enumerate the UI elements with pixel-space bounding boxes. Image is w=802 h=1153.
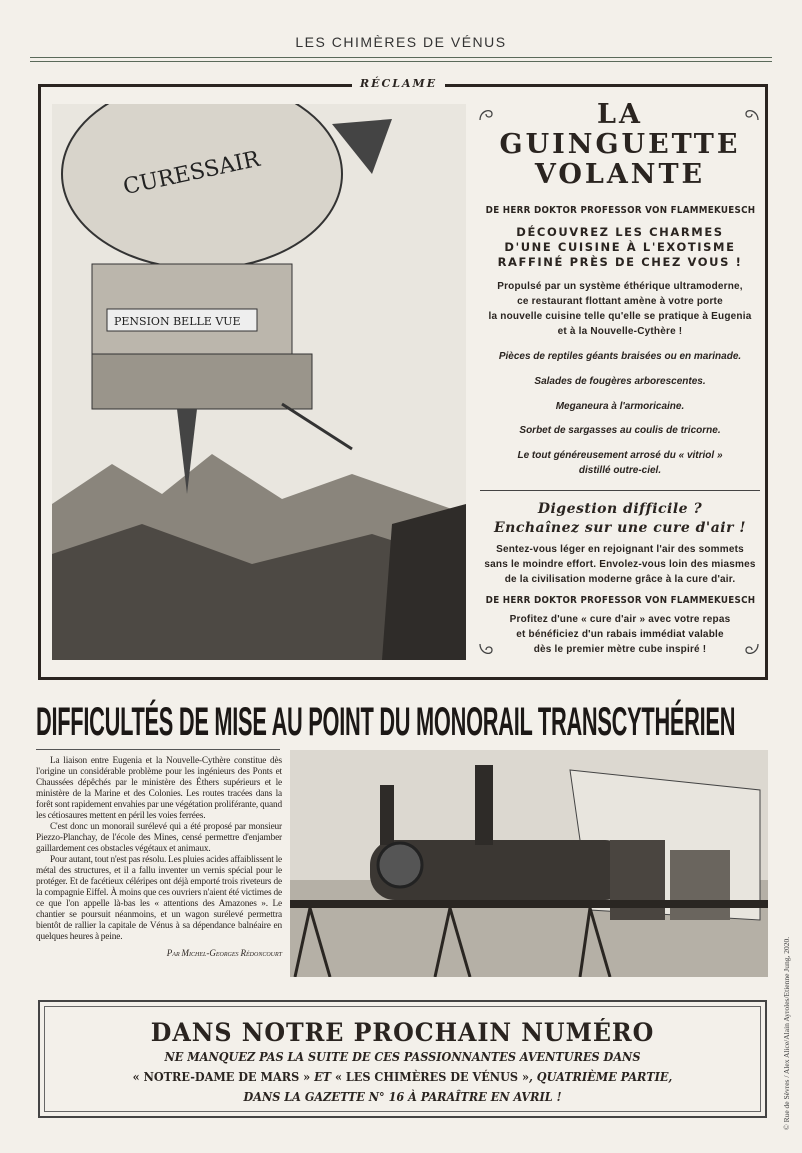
ad-intro (474, 279, 766, 339)
offer-line: et bénéficiez d'un rabais immédiat valable (516, 629, 724, 640)
article-paragraph: La liaison entre Eugenia et la Nouvelle-Cythère constitue dès l'origine un considérable problème pour les ingénieurs des Ponts et Chaussées dépêchés par le ministère des Éthers supérieurs et le ministère de la Marine et des Colonies. Les routes tracées dans la forêt sont rapidement envahies par une végétation proliférante, quand les cétiosaures mettent en péril les voies ferrées. (36, 756, 282, 821)
tagline-line: DÉCOUVREZ LES CHARMES (516, 225, 724, 239)
ad-offer (474, 612, 766, 657)
digestion-body (474, 542, 766, 587)
gondola-lettering: PENSION BELLE VUE (114, 315, 241, 328)
next-issue-line: DANS LA GAZETTE N° 16 À PARAÎTRE EN AVRIL ! (243, 1089, 562, 1104)
monorail-illustration (290, 750, 768, 977)
copyright-credit: © Rue de Sèvres / Alex Alice/Alain Ayroles/Etienne Jung, 2020. (782, 936, 791, 1130)
ad-byline: DE HERR DOKTOR PROFESSOR VON FLAMMEKÜESCH (485, 205, 756, 216)
tagline-line: D'UNE CUISINE À L'EXOTISME (504, 240, 736, 254)
masthead-title: LES CHIMÈRES DE VÉNUS (295, 34, 507, 50)
digestion-line: Digestion difficile ? (537, 501, 703, 517)
ad-title-line: GUINGUETTE (499, 129, 741, 160)
flourish-icon (478, 104, 496, 122)
article-paragraph: C'est donc un monorail surélevé qui a été proposé par monsieur Piezzo-Planchay, de l'école des Mines, censé permettre d'enjamber gaillardement ces obstacles végétaux et animaux. (36, 822, 282, 854)
menu-item: Salades de fougères arborescentes. (534, 376, 706, 387)
digestion-line: Enchaînez sur une cure d'air ! (493, 520, 747, 536)
masthead-rule (30, 57, 772, 58)
flourish-icon (742, 642, 760, 660)
part-label: , QUATRIÈME PARTIE, (528, 1069, 673, 1084)
article-paragraph: Pour autant, tout n'est pas résolu. Les pluies acides affaiblissent le métal des structures, et il a fallu inventer un vernis spécial pour le protéger. Et de facétieux céléripes ont déjà emporté trois riveteurs de la compagnie Eiffel. À moins que ces ouvriers n'aient été victimes de ce que l'on appelle là-bas les « attentions des Amazones ». Le chantier se poursuit néanmoins, et un wagon surélevé permettra bientôt de rallier la capitale de Vénus à sa dépendance balnéaire en quelques heures à peine. (36, 855, 282, 942)
offer-line: Profitez d'une « cure d'air » avec votre repas (509, 614, 731, 625)
intro-line: Propulsé par un système éthérique ultramoderne, (497, 281, 743, 292)
intro-line: la nouvelle cuisine telle qu'elle se pratique à Eugenia (488, 311, 752, 322)
article-byline: Par Michel-Georges Rédoncourt (166, 948, 282, 958)
series-title: « LES CHIMÈRES DE VÉNUS » (334, 1069, 529, 1084)
series-title: « NOTRE-DAME DE MARS » (132, 1069, 311, 1084)
airship-illustration (52, 104, 466, 660)
ad-title-line: VOLANTE (534, 159, 706, 190)
intro-line: et à la Nouvelle-Cythère ! (557, 326, 683, 337)
ornamental-divider (480, 490, 760, 491)
article-headline: DIFFICULTÉS DE MISE AU POINT DU MONORAIL TRANSCYTHÉRIEN (36, 700, 736, 744)
ad-title-line: LA (597, 99, 643, 130)
digestion-heading (474, 500, 766, 538)
ad-byline-2: DE HERR DOKTOR PROFESSOR VON FLAMMEKÜESCH (485, 595, 756, 606)
digestion-body-line: de la civilisation moderne grâce à la cure d'air. (504, 574, 736, 585)
flourish-icon (478, 642, 496, 660)
next-issue-line (81, 1067, 725, 1087)
article-rule (36, 749, 280, 750)
next-issue-title: DANS NOTRE PROCHAIN NUMÉRO (150, 1018, 655, 1047)
conjunction: ET (310, 1069, 335, 1084)
next-issue-box (38, 1000, 767, 1118)
menu-item: Meganeura à l'armoricaine. (555, 401, 685, 412)
ad-label: RÉCLAME (352, 77, 445, 90)
ad-title (474, 100, 766, 190)
ad-closing (474, 448, 766, 478)
intro-line: ce restaurant flottant amène à votre porte (517, 296, 723, 307)
article-body (36, 756, 282, 959)
closing-line: Le tout généreusement arrosé du « vitriol » (517, 450, 723, 461)
menu-item: Pièces de reptiles géants braisées ou en marinade. (498, 351, 742, 362)
next-issue-inner-frame (44, 1006, 761, 1112)
balloon-lettering: CURESSAIR (121, 146, 263, 201)
menu-item: Sorbet de sargasses au coulis de tricorne. (519, 425, 721, 436)
digestion-body-line: Sentez-vous léger en rejoignant l'air des sommets (496, 544, 744, 555)
next-issue-line: NE MANQUEZ PAS LA SUITE DE CES PASSIONNANTES AVENTURES DANS (164, 1049, 641, 1064)
offer-line: dès le premier mètre cube inspiré ! (533, 644, 707, 655)
closing-line: distillé outre-ciel. (578, 465, 662, 476)
flourish-icon (742, 104, 760, 122)
masthead-rule (30, 61, 772, 62)
tagline-line: RAFFINÉ PRÈS DE CHEZ VOUS ! (497, 255, 743, 269)
ad-tagline (474, 225, 766, 270)
digestion-body-line: sans le moindre effort. Envolez-vous loin des miasmes (484, 559, 756, 570)
